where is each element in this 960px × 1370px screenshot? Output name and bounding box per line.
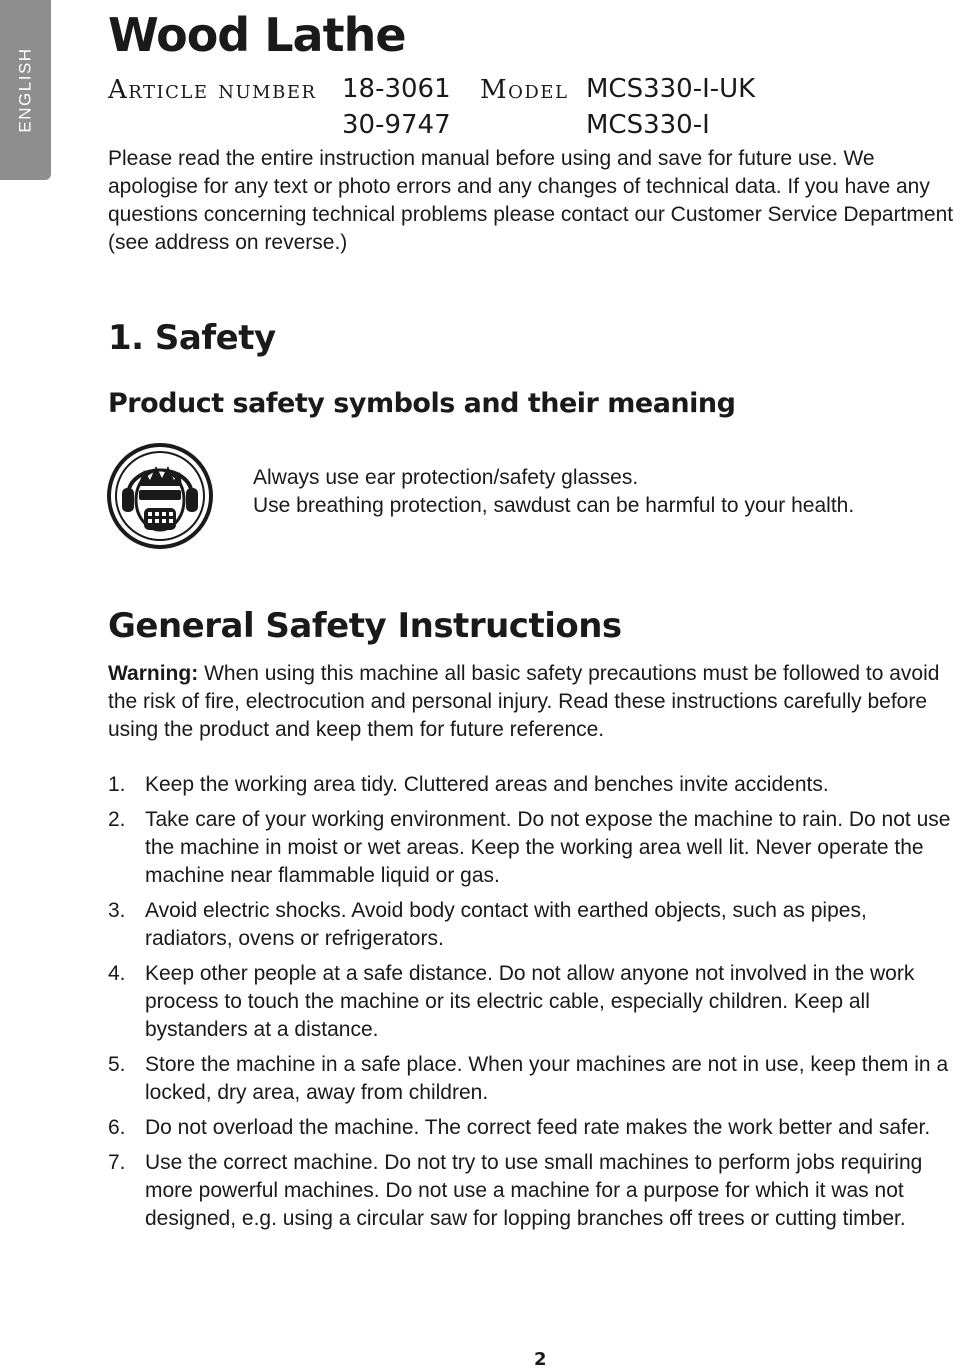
list-item-text: Avoid electric shocks. Avoid body contact with earthed objects, such as pipes, radiators, ovens or refrigerators. [145,899,867,950]
list-item-number: 3. [108,899,126,922]
intro-paragraph: Please read the entire instruction manual before using and save for future use. We apologise for any text or photo errors and any changes of technical data. If you have any questions concerning technical problems please contact our Customer Service Department (see address on reverse.) [108,147,954,254]
section-heading-safety: 1. Safety [108,318,276,358]
list-item-number: 5. [108,1053,126,1076]
list-item [108,1114,960,1142]
model-value: MCS330-I-UK [586,74,756,104]
language-tab-label: ENGLISH [15,47,35,133]
language-tab [0,0,51,180]
list-item [108,897,960,953]
general-safety-heading: General Safety Instructions [108,606,622,646]
list-item-text: Keep the working area tidy. Cluttered areas and benches invite accidents. [145,773,829,796]
model-label: Model [480,75,569,105]
list-item [108,960,960,1044]
list-item-text: Do not overload the machine. The correct feed rate makes the work better and safer. [145,1116,931,1139]
article-number-value: 30-9747 [342,110,451,140]
symbol-description [253,464,953,520]
list-item [108,806,960,890]
warning-paragraph [108,660,958,744]
list-item [108,771,960,799]
list-item-text: Use the correct machine. Do not try to use small machines to perform jobs requiring more powerful machines. Do not use a machine for a purpose for which it was not designed, e.g. using a circular saw for lopping branches off trees or cutting timber. [145,1151,923,1230]
list-item-number: 7. [108,1151,126,1174]
warning-text: When using this machine all basic safety precautions must be followed to avoid the risk of fire, electrocution and personal injury. Read these instructions carefully before using the product and keep them for future reference. [108,662,940,741]
list-item-number: 6. [108,1116,126,1139]
list-item-number: 1. [108,773,126,796]
warning-label: Warning: [108,662,199,685]
symbol-description-line: Always use ear protection/safety glasses. [253,466,639,489]
symbols-heading: Product safety symbols and their meaning [108,388,736,419]
list-item-text: Keep other people at a safe distance. Do not allow anyone not involved in the work process to touch the machine or its electric cable, especially children. Keep all bystanders at a distance. [145,962,915,1041]
model-value: MCS330-I [586,110,710,140]
list-item-number: 4. [108,962,126,985]
article-number-label: Article number [108,75,317,105]
article-number-value: 18-3061 [342,74,451,104]
symbol-description-line: Use breathing protection, sawdust can be harmful to your health. [253,494,855,517]
list-item [108,1149,960,1233]
list-item-number: 2. [108,808,126,831]
page-title: Wood Lathe [108,8,406,62]
list-item-text: Take care of your working environment. Do not expose the machine to rain. Do not use the machine in moist or wet areas. Keep the working area well lit. Never operate the machine near flammable liquid or gas. [145,808,951,887]
list-item-text: Store the machine in a safe place. When your machines are not in use, keep them in a locked, dry area, away from children. [145,1053,949,1104]
ear-eye-breathing-protection-icon [106,442,214,550]
safety-instructions-list [108,771,960,1240]
page-number: 2 [534,1349,547,1370]
list-item [108,1051,960,1107]
